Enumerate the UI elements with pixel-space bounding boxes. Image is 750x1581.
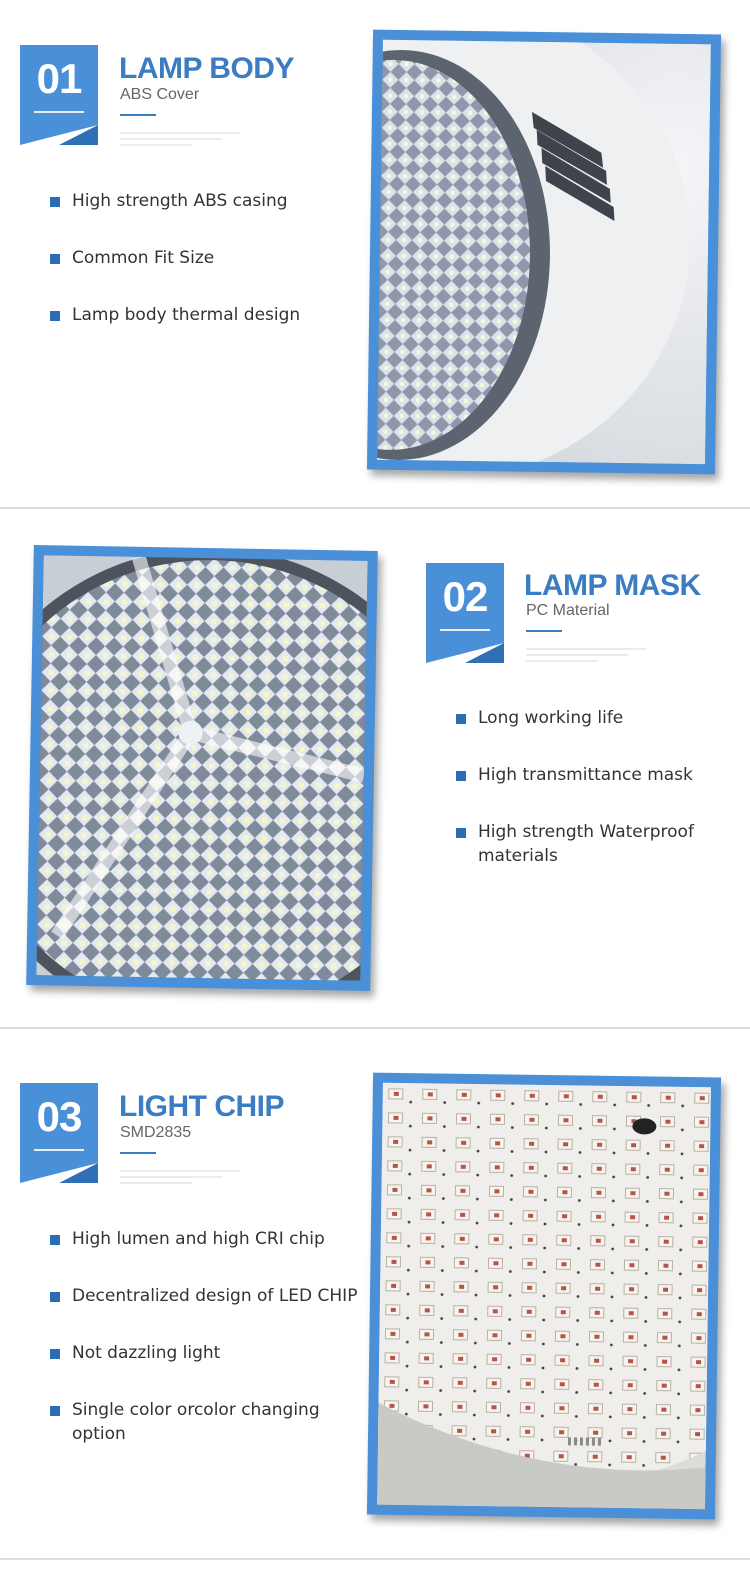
section-title: LAMP MASK bbox=[524, 569, 701, 602]
section-number-badge bbox=[20, 45, 98, 145]
bullet-square-icon bbox=[456, 771, 466, 781]
feature-list bbox=[50, 1227, 357, 1446]
bullet-square-icon bbox=[50, 1406, 60, 1416]
feature-item bbox=[50, 1227, 357, 1251]
section-number-badge bbox=[426, 563, 504, 663]
badge-underline bbox=[34, 111, 84, 113]
section-number: 02 bbox=[442, 573, 488, 620]
feature-item bbox=[50, 1398, 357, 1446]
feature-text: High strength ABS casing bbox=[72, 191, 288, 211]
feature-item bbox=[456, 763, 694, 787]
bullet-square-icon bbox=[50, 1235, 60, 1245]
bullet-square-icon bbox=[50, 197, 60, 207]
section-subtitle: SMD2835 bbox=[120, 1124, 192, 1141]
bullet-square-icon bbox=[50, 311, 60, 321]
feature-item bbox=[456, 706, 694, 730]
feature-text: High strength Waterproof bbox=[478, 822, 694, 842]
light-chip-photo bbox=[367, 1073, 721, 1520]
section-number-badge bbox=[20, 1083, 98, 1183]
section-number: 03 bbox=[36, 1093, 82, 1140]
section-title: LAMP BODY bbox=[119, 52, 294, 85]
lamp-body-image bbox=[377, 40, 711, 465]
feature-text: Decentralized design of LED CHIP bbox=[72, 1286, 358, 1306]
feature-section-lamp-mask bbox=[0, 510, 750, 1028]
feature-text: Common Fit Size bbox=[72, 248, 215, 268]
section-divider bbox=[0, 507, 750, 509]
feature-item bbox=[50, 246, 300, 270]
title-rule bbox=[120, 114, 156, 116]
bullet-square-icon bbox=[50, 254, 60, 264]
feature-text: Not dazzling light bbox=[72, 1343, 221, 1363]
feature-item bbox=[456, 820, 694, 868]
feature-text: High transmittance mask bbox=[478, 765, 693, 785]
bullet-square-icon bbox=[456, 714, 466, 724]
section-title: LIGHT CHIP bbox=[119, 1090, 284, 1123]
feature-item bbox=[50, 303, 300, 327]
feature-list bbox=[50, 189, 300, 327]
feature-text: Long working life bbox=[478, 708, 624, 728]
light-chip-image bbox=[377, 1083, 711, 1510]
badge-underline bbox=[34, 1149, 84, 1151]
section-divider bbox=[0, 1027, 750, 1029]
section-divider bbox=[0, 1558, 750, 1560]
feature-text-continued: option bbox=[72, 1424, 126, 1444]
feature-list bbox=[456, 706, 694, 868]
bullet-square-icon bbox=[50, 1349, 60, 1359]
feature-item bbox=[50, 189, 300, 213]
feature-text: Lamp body thermal design bbox=[72, 305, 301, 325]
lamp-mask-photo bbox=[26, 545, 378, 991]
lamp-body-photo bbox=[367, 30, 721, 475]
badge-underline bbox=[440, 629, 490, 631]
bullet-square-icon bbox=[50, 1292, 60, 1302]
decorative-text-lines bbox=[120, 132, 240, 150]
section-subtitle: ABS Cover bbox=[120, 86, 200, 103]
title-rule bbox=[120, 1152, 156, 1154]
feature-text: Single color orcolor changing bbox=[72, 1400, 320, 1420]
feature-item bbox=[50, 1284, 357, 1308]
feature-section-lamp-body bbox=[0, 0, 750, 508]
feature-text-continued: materials bbox=[478, 846, 558, 866]
section-subtitle: PC Material bbox=[526, 602, 610, 619]
feature-section-light-chip bbox=[0, 1030, 750, 1560]
section-number: 01 bbox=[36, 55, 82, 102]
feature-text: High lumen and high CRI chip bbox=[72, 1229, 325, 1249]
bullet-square-icon bbox=[456, 828, 466, 838]
title-rule bbox=[526, 630, 562, 632]
lamp-mask-image bbox=[36, 555, 367, 981]
decorative-text-lines bbox=[120, 1170, 240, 1188]
decorative-text-lines bbox=[526, 648, 646, 666]
feature-item bbox=[50, 1341, 357, 1365]
